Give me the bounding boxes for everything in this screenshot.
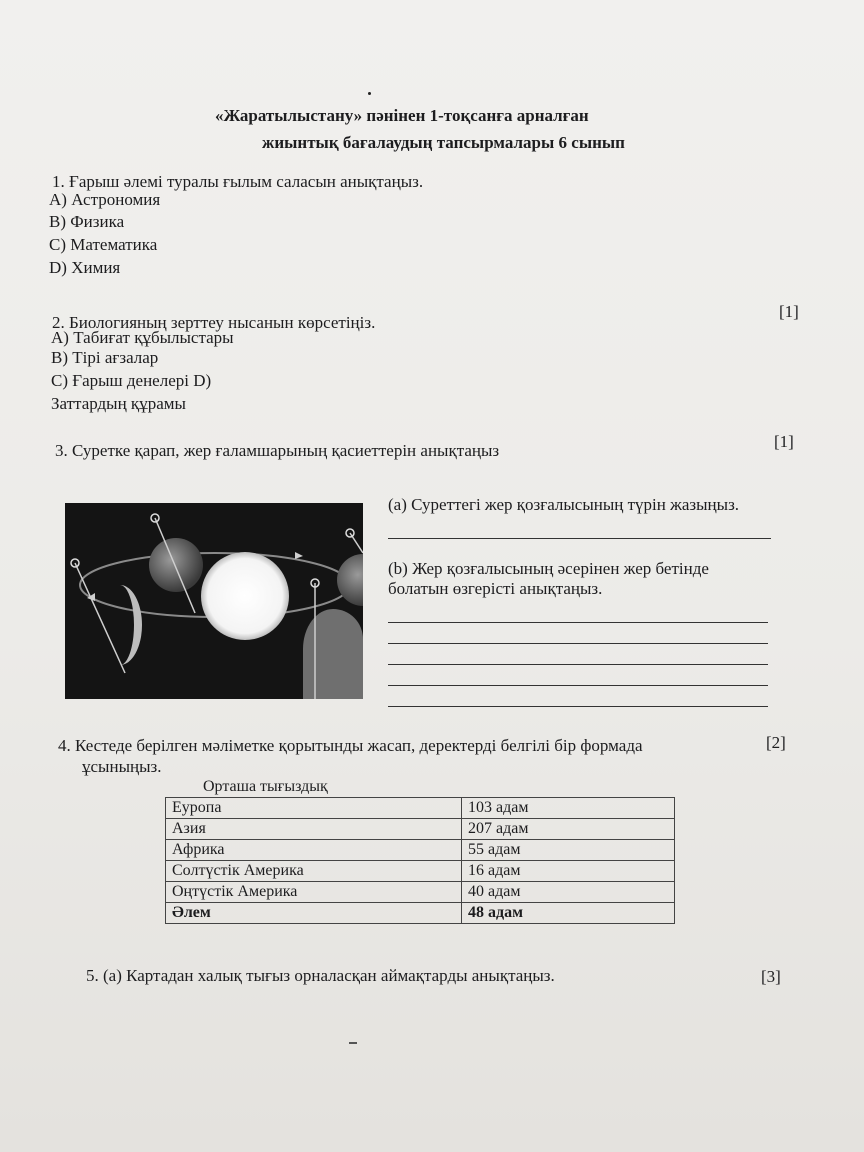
question-3-text: 3. Суретке қарап, жер ғаламшарының қасиеттерін анықтаңыз xyxy=(55,441,500,460)
table-row xyxy=(166,861,675,882)
q1-option-b: B) Физика xyxy=(49,212,125,231)
title-line-2: жиынтық бағалаудың тапсырмалары 6 сынып xyxy=(262,133,625,152)
density-table xyxy=(165,797,675,924)
table-row xyxy=(166,882,675,903)
table-row-total xyxy=(166,903,675,924)
q1-option-a: A) Астрономия xyxy=(49,190,161,209)
answer-line[interactable] xyxy=(388,706,768,707)
answer-line[interactable] xyxy=(388,664,768,665)
question-4-text-line2: ұсыныңыз. xyxy=(82,757,162,776)
q2-option-c-d: C) Ғарыш денелері D) xyxy=(51,371,212,390)
ink-dot xyxy=(368,92,371,95)
earth-phase-icon xyxy=(120,585,142,665)
value-cell: 207 адам xyxy=(462,819,675,840)
ink-smudge xyxy=(349,1042,357,1044)
table-caption: Орташа тығыздық xyxy=(203,778,328,795)
answer-line[interactable] xyxy=(388,622,768,623)
region-cell: Африка xyxy=(166,840,462,861)
q3-mark: [2] xyxy=(766,733,786,752)
earth-icon xyxy=(149,538,203,592)
earth-phase-icon xyxy=(303,609,363,699)
q2-option-a: A) Табиғат құбылыстары xyxy=(51,328,234,347)
value-cell: 40 адам xyxy=(462,882,675,903)
table-row xyxy=(166,819,675,840)
q1-mark: [1] xyxy=(779,302,799,321)
earth-icon xyxy=(337,554,363,606)
q2-mark: [1] xyxy=(774,432,794,451)
question-5-text: 5. (a) Картадан халық тығыз орналасқан аймақтарды анықтаңыз. xyxy=(86,966,555,985)
answer-line[interactable] xyxy=(388,538,771,539)
region-cell: Әлем xyxy=(166,903,462,924)
earth-orbit-illustration xyxy=(65,503,363,699)
table-row xyxy=(166,798,675,819)
q2-option-d-cont: Заттардың құрамы xyxy=(51,394,186,413)
q3-part-b-line2: болатын өзгерісті анықтаңыз. xyxy=(388,579,603,598)
title-line-1: «Жаратылыстану» пәнінен 1-тоқсанға арналған xyxy=(215,106,589,125)
q1-option-c: C) Математика xyxy=(49,235,158,254)
table-row xyxy=(166,840,675,861)
region-cell: Оңтүстік Америка xyxy=(166,882,462,903)
sun-icon xyxy=(201,552,289,640)
question-4-text-line1: 4. Кестеде берілген мәліметке қорытынды жасап, деректерді белгілі бір формада xyxy=(58,736,643,755)
value-cell: 55 адам xyxy=(462,840,675,861)
question-1-text: 1. Ғарыш әлемі туралы ғылым саласын анықтаңыз. xyxy=(52,172,424,191)
value-cell: 103 адам xyxy=(462,798,675,819)
answer-line[interactable] xyxy=(388,643,768,644)
value-cell: 48 адам xyxy=(462,903,675,924)
q3-part-a: (a) Суреттегі жер қозғалысының түрін жазыңыз. xyxy=(388,495,740,514)
q4-mark: [3] xyxy=(761,967,781,986)
region-cell: Еуропа xyxy=(166,798,462,819)
region-cell: Азия xyxy=(166,819,462,840)
q3-part-b-line1: (b) Жер қозғалысының әсерінен жер бетінде xyxy=(388,559,709,578)
question-2-text: 2. Биологияның зерттеу нысанын көрсетіңіз. xyxy=(52,313,376,332)
value-cell: 16 адам xyxy=(462,861,675,882)
q2-option-b: B) Тірі ағзалар xyxy=(51,348,159,367)
earth-orbit-figure xyxy=(65,503,363,699)
q1-option-d: D) Химия xyxy=(49,258,121,277)
answer-line[interactable] xyxy=(388,685,768,686)
region-cell: Солтүстік Америка xyxy=(166,861,462,882)
